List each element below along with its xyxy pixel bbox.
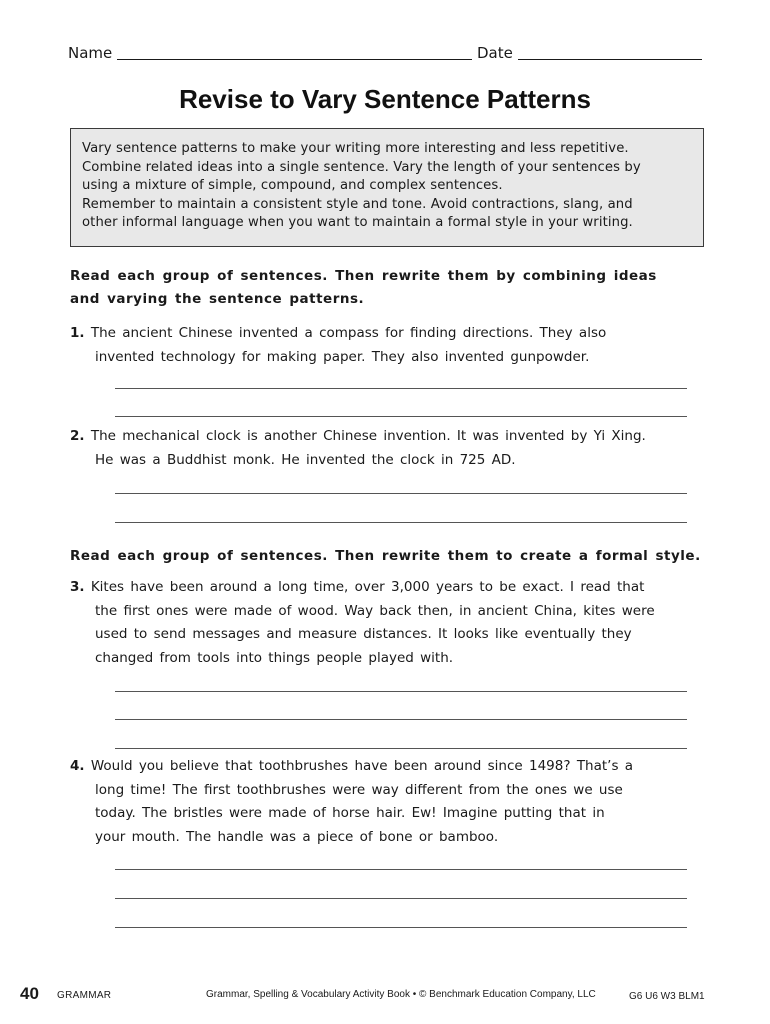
section2-directions: Read each group of sentences. Then rewrite them to create a formal style. — [70, 548, 701, 564]
question-text: used to send messages and measure distances. It looks like eventually they — [95, 626, 632, 642]
section-label: GRAMMAR — [57, 990, 112, 1001]
answer-line[interactable] — [115, 869, 687, 870]
worksheet-code: G6 U6 W3 BLM1 — [629, 991, 705, 1002]
page-number: 40 — [20, 984, 39, 1003]
name-field[interactable] — [117, 59, 472, 60]
question-text: The ancient Chinese invented a compass for finding directions. They also — [90, 325, 607, 341]
question-text: your mouth. The handle was a piece of bone or bamboo. — [95, 828, 499, 845]
date-label: Date — [477, 44, 513, 62]
name-date-header — [68, 40, 702, 66]
answer-line[interactable] — [115, 691, 687, 692]
answer-line[interactable] — [115, 416, 687, 417]
question-2 — [70, 425, 710, 472]
answer-line[interactable] — [115, 748, 687, 749]
name-label: Name — [68, 44, 113, 62]
page-title: Revise to Vary Sentence Patterns — [179, 84, 591, 114]
question-number: 2. — [70, 428, 85, 444]
question-text: today. The bristles were made of horse hair. Ew! Imagine putting that in — [95, 805, 605, 821]
question-number: 4. — [70, 758, 85, 774]
question-text: Kites have been around a long time, over 3,000 years to be exact. I read that — [90, 579, 645, 595]
answer-line[interactable] — [115, 927, 687, 928]
question-text: The mechanical clock is another Chinese invention. It was invented by Yi Xing. — [90, 428, 646, 444]
question-4 — [70, 755, 710, 849]
instruction-line: Remember to maintain a consistent style and tone. Avoid contractions, slang, and — [82, 196, 633, 212]
instruction-line: other informal language when you want to maintain a formal style in your writing. — [82, 215, 633, 231]
question-text: long time! The first toothbrushes were way different from the ones we use — [95, 781, 623, 798]
question-text: Would you believe that toothbrushes have been around since 1498? That’s a — [90, 758, 634, 774]
answer-line[interactable] — [115, 493, 687, 494]
question-text: the first ones were made of wood. Way back then, in ancient China, kites were — [95, 602, 655, 619]
question-text: invented technology for making paper. They also invented gunpowder. — [95, 348, 590, 365]
directions-line: and varying the sentence patterns. — [70, 291, 365, 307]
page-footer — [0, 984, 770, 1008]
answer-line[interactable] — [115, 388, 687, 389]
instruction-line: Vary sentence patterns to make your writing more interesting and less repetitive. — [82, 141, 629, 156]
question-text: changed from tools into things people played with. — [95, 649, 454, 666]
question-number: 1. — [70, 325, 85, 341]
answer-line[interactable] — [115, 898, 687, 899]
question-1 — [70, 322, 710, 369]
directions-line: Read each group of sentences. Then rewrite them by combining ideas — [70, 268, 657, 284]
answer-line[interactable] — [115, 522, 687, 523]
question-text: He was a Buddhist monk. He invented the clock in 725 AD. — [95, 451, 516, 468]
instruction-box — [70, 128, 704, 247]
answer-line[interactable] — [115, 719, 687, 720]
question-number: 3. — [70, 579, 85, 595]
instruction-line: Combine related ideas into a single sentence. Vary the length of your sentences by — [82, 159, 641, 175]
copyright-credit: Grammar, Spelling & Vocabulary Activity Book • © Benchmark Education Company, LLC — [206, 989, 596, 1000]
section1-directions — [70, 265, 710, 311]
question-3 — [70, 576, 710, 670]
instruction-line: using a mixture of simple, compound, and complex sentences. — [82, 178, 503, 194]
date-field[interactable] — [518, 59, 702, 60]
